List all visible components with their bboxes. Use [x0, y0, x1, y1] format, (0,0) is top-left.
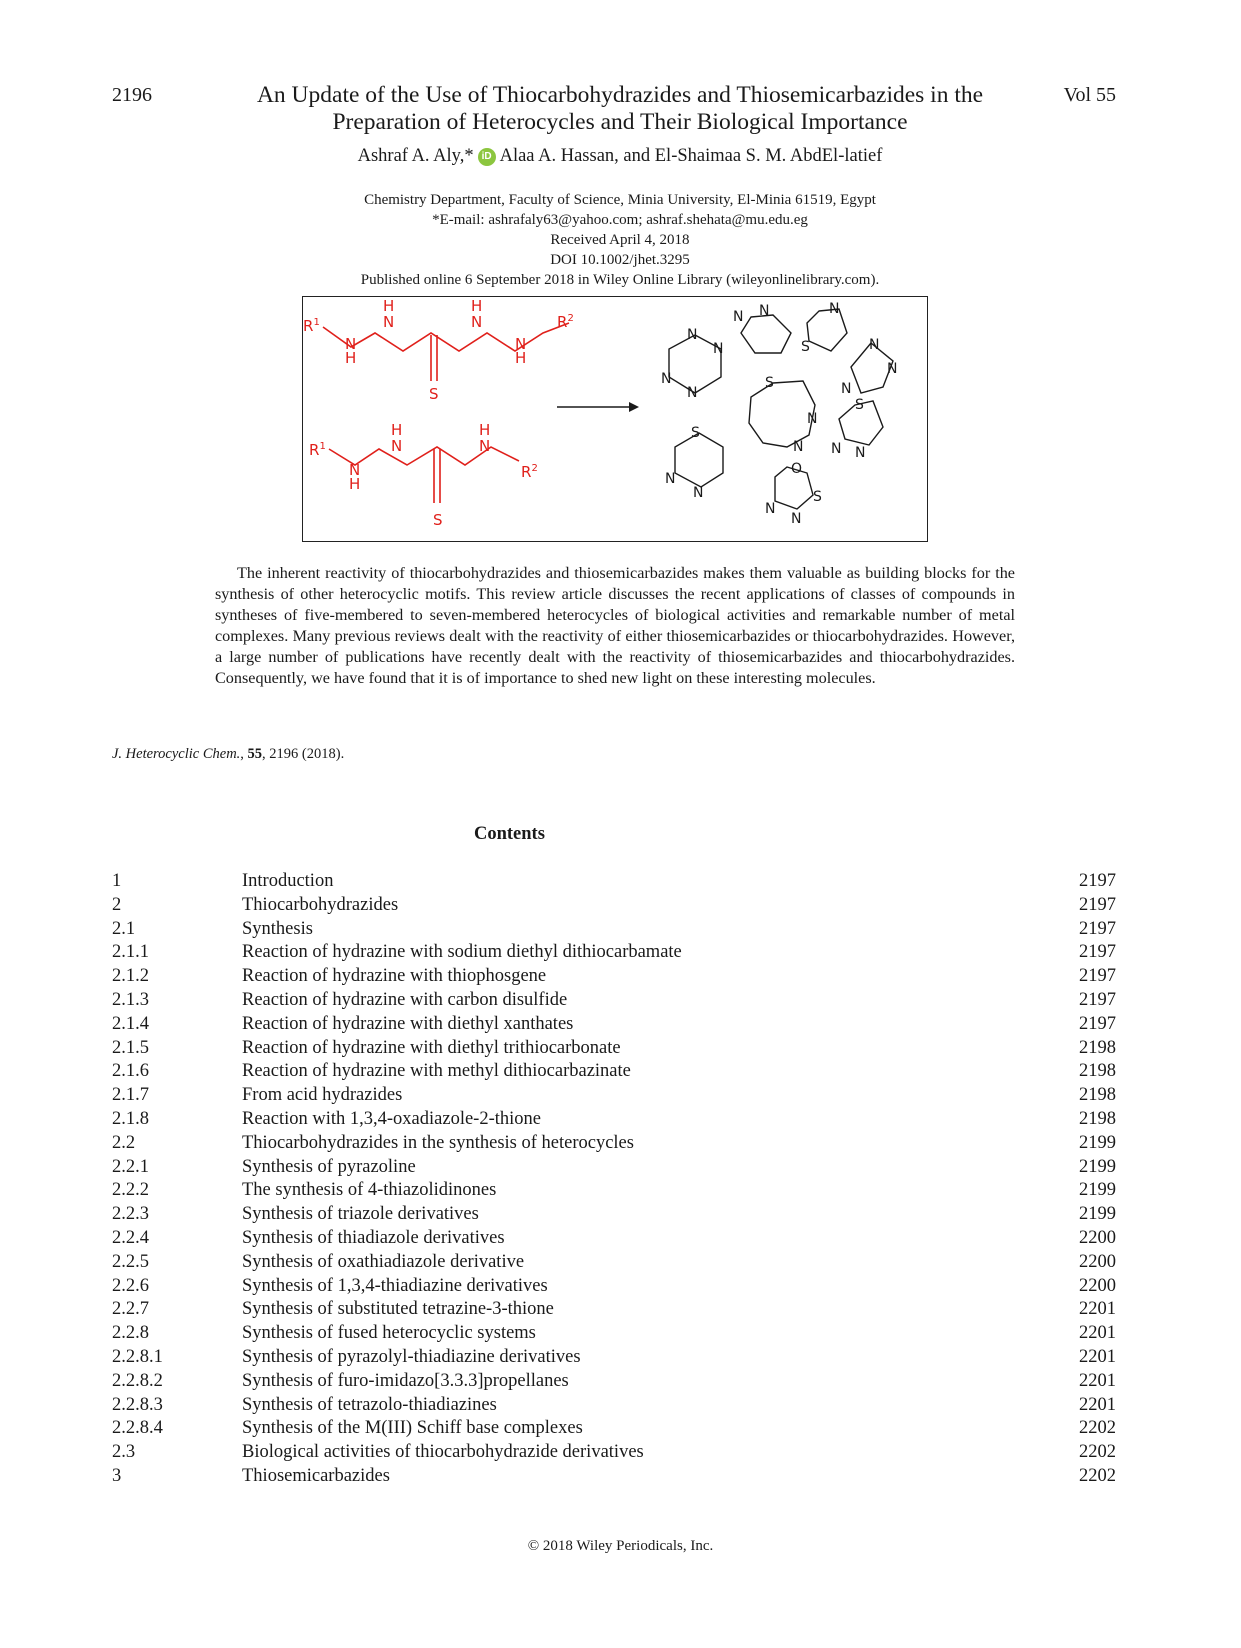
- toc-page-number: 2201: [1079, 1346, 1116, 1367]
- n-label: N: [793, 439, 804, 455]
- toc-number: 2.2.8.1: [112, 1346, 163, 1367]
- n-label: N: [829, 301, 840, 317]
- s-label: S: [433, 511, 443, 529]
- citation-separator: ,: [240, 746, 248, 762]
- toc-number: 2.2.6: [112, 1275, 149, 1296]
- n-label: N: [383, 313, 395, 331]
- r2-label: $R^2$: [557, 313, 574, 331]
- toc-title: Thiocarbohydrazides in the synthesis of heterocycles: [242, 1132, 634, 1153]
- citation-volume: 55: [247, 746, 263, 762]
- toc-page-number: 2199: [1079, 1204, 1116, 1225]
- thiocarbohydrazide-labels: [303, 297, 574, 403]
- toc-number: 2.1: [112, 918, 136, 939]
- toc-row[interactable]: [112, 1037, 1116, 1061]
- toc-row[interactable]: [112, 1346, 1116, 1370]
- toc-number: 2.1.7: [112, 1085, 149, 1106]
- r1-label: $R^1$: [309, 441, 326, 459]
- toc-title: Synthesis of oxathiadiazole derivative: [242, 1251, 525, 1272]
- toc-title: Synthesis of tetrazolo-thiadiazines: [242, 1394, 497, 1415]
- article-title: An Update of the Use of Thiocarbohydrazides and Thiosemicarbazides in the Preparation of Heterocycles and Their Biological Importance: [256, 82, 984, 135]
- n-label: N: [733, 309, 744, 325]
- toc-title: Synthesis of pyrazolyl-thiadiazine derivatives: [242, 1346, 581, 1367]
- toc-row[interactable]: [112, 1179, 1116, 1203]
- toc-number: 1: [112, 871, 122, 891]
- toc-title: Reaction of hydrazine with diethyl xanthates: [242, 1013, 574, 1034]
- h-label: H: [349, 475, 361, 493]
- toc-number: 2.1.5: [112, 1037, 149, 1058]
- toc-number: 3: [112, 1465, 122, 1486]
- n-label: N: [515, 335, 527, 353]
- toc-row[interactable]: [112, 1275, 1116, 1299]
- toc-number: 2.2.7: [112, 1299, 149, 1320]
- n-label: N: [887, 361, 898, 377]
- author-1: Ashraf A. Aly,*: [357, 146, 474, 166]
- publication-note: Published online 6 September 2018 in Wiley Online Library (wileyonlinelibrary.com).: [360, 272, 880, 288]
- toc-page-number: 2200: [1079, 1227, 1116, 1248]
- toc-row[interactable]: [112, 1227, 1116, 1251]
- toc-number: 2.2.3: [112, 1204, 149, 1225]
- toc-title: Introduction: [242, 871, 334, 891]
- toc-title: Synthesis of furo-imidazo[3.3.3]propellanes: [242, 1370, 569, 1391]
- h-label: H: [471, 297, 483, 315]
- n-label: N: [693, 485, 704, 501]
- n-label: N: [479, 437, 491, 455]
- toc-row[interactable]: [112, 1465, 1116, 1489]
- n-label: N: [471, 313, 483, 331]
- toc-number: 2.3: [112, 1442, 136, 1463]
- affiliation-block: [200, 190, 1040, 290]
- doi: DOI 10.1002/jhet.3295: [550, 252, 690, 268]
- toc-row[interactable]: [112, 1108, 1116, 1132]
- r1-label: $R^1$: [303, 317, 320, 335]
- toc-page-number: 2199: [1079, 1180, 1116, 1201]
- toc-page-number: 2198: [1079, 1108, 1116, 1129]
- citation-rest: , 2196 (2018).: [262, 746, 345, 762]
- s-label: S: [429, 385, 439, 403]
- email-line: *E-mail: ashrafaly63@yahoo.com; ashraf.shehata@mu.edu.eg: [432, 212, 808, 228]
- toc-number: 2.2.8: [112, 1323, 149, 1344]
- toc-number: 2.2.8.3: [112, 1394, 163, 1415]
- toc-number: 2.2.5: [112, 1251, 149, 1272]
- n-label: N: [855, 445, 866, 461]
- toc-title: Synthesis: [242, 918, 313, 939]
- n-label: N: [687, 385, 698, 401]
- toc-page-number: 2199: [1079, 1132, 1116, 1153]
- toc-number: 2.1.3: [112, 989, 149, 1010]
- n-label: N: [765, 501, 776, 517]
- n-label: N: [831, 441, 842, 457]
- toc-page-number: 2201: [1079, 1370, 1116, 1391]
- toc-number: 2: [112, 894, 122, 915]
- toc-title: Reaction of hydrazine with carbon disulfide: [242, 989, 568, 1010]
- toc-number: 2.2.8.2: [112, 1370, 163, 1391]
- copyright: © 2018 Wiley Periodicals, Inc.: [527, 1538, 714, 1554]
- received-date: Received April 4, 2018: [550, 232, 690, 248]
- n-label: N: [391, 437, 403, 455]
- table-of-contents: [112, 870, 1116, 1489]
- h-label: H: [383, 297, 395, 315]
- h-label: H: [515, 349, 527, 367]
- toc-title: The synthesis of 4-thiazolidinones: [242, 1180, 497, 1201]
- toc-page-number: 2197: [1079, 871, 1116, 891]
- toc-page-number: 2200: [1079, 1251, 1116, 1272]
- graphical-abstract: [302, 296, 928, 542]
- journal-name: J. Heterocyclic Chem.: [112, 746, 241, 762]
- thiosemicarbazide-labels: [309, 421, 538, 529]
- toc-page-number: 2198: [1079, 1061, 1116, 1082]
- toc-row[interactable]: [112, 1394, 1116, 1418]
- toc-page-number: 2197: [1079, 989, 1116, 1010]
- toc-title: Synthesis of triazole derivatives: [242, 1204, 479, 1225]
- h-label: H: [391, 421, 403, 439]
- r2-label: $R^2$: [521, 463, 538, 481]
- toc-page-number: 2201: [1079, 1394, 1116, 1415]
- s-label: S: [765, 375, 774, 391]
- toc-row[interactable]: [112, 1417, 1116, 1441]
- toc-page-number: 2201: [1079, 1323, 1116, 1344]
- toc-number: 2.2.2: [112, 1180, 149, 1201]
- n-label: N: [661, 371, 672, 387]
- contents-heading: Contents: [474, 824, 545, 844]
- n-label: N: [713, 341, 724, 357]
- abstract-text: The inherent reactivity of thiocarbohydrazides and thiosemicarbazides makes them valuable as building blocks for the synthesis of other heterocyclic motifs. This review article discusses the recent applications of classes of compounds in syntheses of five-membered to seven-membered heterocycles of biological activities and remarkable number of metal complexes. Many previous reviews dealt with the reactivity of either thiosemicarbazides or thiocarbohydrazides. However, a large number of publications have recently dealt with the reactivity of thiosemicarbazides and thiocarbohydrazides. Consequently, we have found that it is of importance to shed new light on these interesting molecules.: [215, 564, 1015, 687]
- journal-citation: [112, 746, 344, 763]
- affiliation: Chemistry Department, Faculty of Science, Minia University, El-Minia 61519, Egypt: [364, 192, 876, 208]
- n-label: N: [687, 327, 698, 343]
- pyrazolidine-ring: [741, 315, 791, 353]
- authors-rest: Alaa A. Hassan, and El-Shaimaa S. M. AbdEl-latief: [499, 146, 883, 166]
- toc-number: 2.1.2: [112, 966, 149, 987]
- thiazolidine-ring: [807, 309, 847, 351]
- toc-title: Thiocarbohydrazides: [242, 894, 399, 915]
- toc-page-number: 2202: [1079, 1418, 1116, 1439]
- toc-row[interactable]: [112, 1132, 1116, 1156]
- toc-title: Thiosemicarbazides: [242, 1465, 390, 1486]
- toc-page-number: 2197: [1079, 1013, 1116, 1034]
- toc-row[interactable]: [112, 1298, 1116, 1322]
- toc-row[interactable]: [112, 1322, 1116, 1346]
- thiadiazine-ring: [675, 433, 723, 487]
- author-line: [200, 146, 1040, 167]
- toc-title: Reaction with 1,3,4-oxadiazole-2-thione: [242, 1108, 541, 1129]
- orcid-icon[interactable]: iD: [478, 148, 496, 166]
- toc-number: 2.1.6: [112, 1061, 149, 1082]
- page-number: 2196: [112, 84, 152, 106]
- toc-page-number: 2197: [1079, 966, 1116, 987]
- toc-row[interactable]: [112, 918, 1116, 942]
- toc-title: Synthesis of the M(III) Schiff base complexes: [242, 1418, 583, 1439]
- toc-number: 2.2.8.4: [112, 1418, 163, 1439]
- toc-page-number: 2197: [1079, 894, 1116, 915]
- toc-page-number: 2201: [1079, 1299, 1116, 1320]
- n-label: N: [791, 511, 802, 527]
- toc-row[interactable]: [112, 941, 1116, 965]
- toc-page-number: 2198: [1079, 1037, 1116, 1058]
- toc-row[interactable]: [112, 1084, 1116, 1108]
- volume-label: Vol 55: [1063, 84, 1116, 106]
- toc-title: Synthesis of fused heterocyclic systems: [242, 1323, 536, 1344]
- s-label: S: [691, 425, 700, 441]
- toc-number: 2.2.4: [112, 1227, 149, 1248]
- n-label: N: [869, 337, 880, 353]
- toc-number: 2.2: [112, 1132, 136, 1153]
- product-atom-labels: [661, 301, 897, 527]
- toc-row[interactable]: [112, 1441, 1116, 1465]
- s-label: S: [813, 489, 822, 505]
- n-label: N: [841, 381, 852, 397]
- toc-row[interactable]: [112, 1251, 1116, 1275]
- n-label: N: [349, 461, 361, 479]
- toc-row[interactable]: [112, 965, 1116, 989]
- toc-page-number: 2197: [1079, 942, 1116, 963]
- toc-page-number: 2197: [1079, 918, 1116, 939]
- s-label: S: [801, 339, 810, 355]
- toc-title: From acid hydrazides: [242, 1085, 403, 1106]
- thiocarbohydrazide-structure: [323, 323, 569, 381]
- h-label: H: [479, 421, 491, 439]
- n-label: N: [665, 471, 676, 487]
- reaction-scheme: [303, 297, 927, 541]
- reaction-arrow: [557, 402, 639, 412]
- toc-title: Reaction of hydrazine with thiophosgene: [242, 966, 547, 987]
- toc-title: Reaction of hydrazine with methyl dithiocarbazinate: [242, 1061, 631, 1082]
- toc-title: Reaction of hydrazine with sodium diethyl dithiocarbamate: [242, 942, 682, 963]
- toc-number: 2.1.1: [112, 942, 149, 963]
- toc-page-number: 2200: [1079, 1275, 1116, 1296]
- toc-title: Synthesis of thiadiazole derivatives: [242, 1227, 505, 1248]
- n-label: N: [345, 335, 357, 353]
- toc-title: Biological activities of thiocarbohydrazide derivatives: [242, 1442, 644, 1463]
- toc-row[interactable]: [112, 1060, 1116, 1084]
- toc-row[interactable]: [112, 1370, 1116, 1394]
- toc-row[interactable]: [112, 1013, 1116, 1037]
- toc-title: Synthesis of 1,3,4-thiadiazine derivatives: [242, 1275, 548, 1296]
- h-label: H: [345, 349, 357, 367]
- toc-row[interactable]: [112, 870, 1116, 894]
- s-label: S: [855, 397, 864, 413]
- toc-page-number: 2202: [1079, 1442, 1116, 1463]
- toc-row[interactable]: [112, 1203, 1116, 1227]
- toc-row[interactable]: [112, 1156, 1116, 1180]
- n-label: N: [807, 411, 818, 427]
- toc-title: Synthesis of substituted tetrazine-3-thione: [242, 1299, 554, 1320]
- toc-number: 2.2.1: [112, 1156, 149, 1177]
- toc-page-number: 2199: [1079, 1156, 1116, 1177]
- toc-page-number: 2202: [1079, 1465, 1116, 1486]
- toc-number: 2.1.8: [112, 1108, 149, 1129]
- n-label: N: [759, 303, 770, 319]
- toc-row[interactable]: [112, 989, 1116, 1013]
- toc-row[interactable]: [112, 894, 1116, 918]
- thiadiazepine-ring: [749, 381, 818, 447]
- toc-title: Synthesis of pyrazoline: [242, 1156, 416, 1177]
- toc-title: Reaction of hydrazine with diethyl trithiocarbonate: [242, 1037, 621, 1058]
- o-label: O: [791, 461, 803, 477]
- toc-number: 2.1.4: [112, 1013, 149, 1034]
- toc-page-number: 2198: [1079, 1085, 1116, 1106]
